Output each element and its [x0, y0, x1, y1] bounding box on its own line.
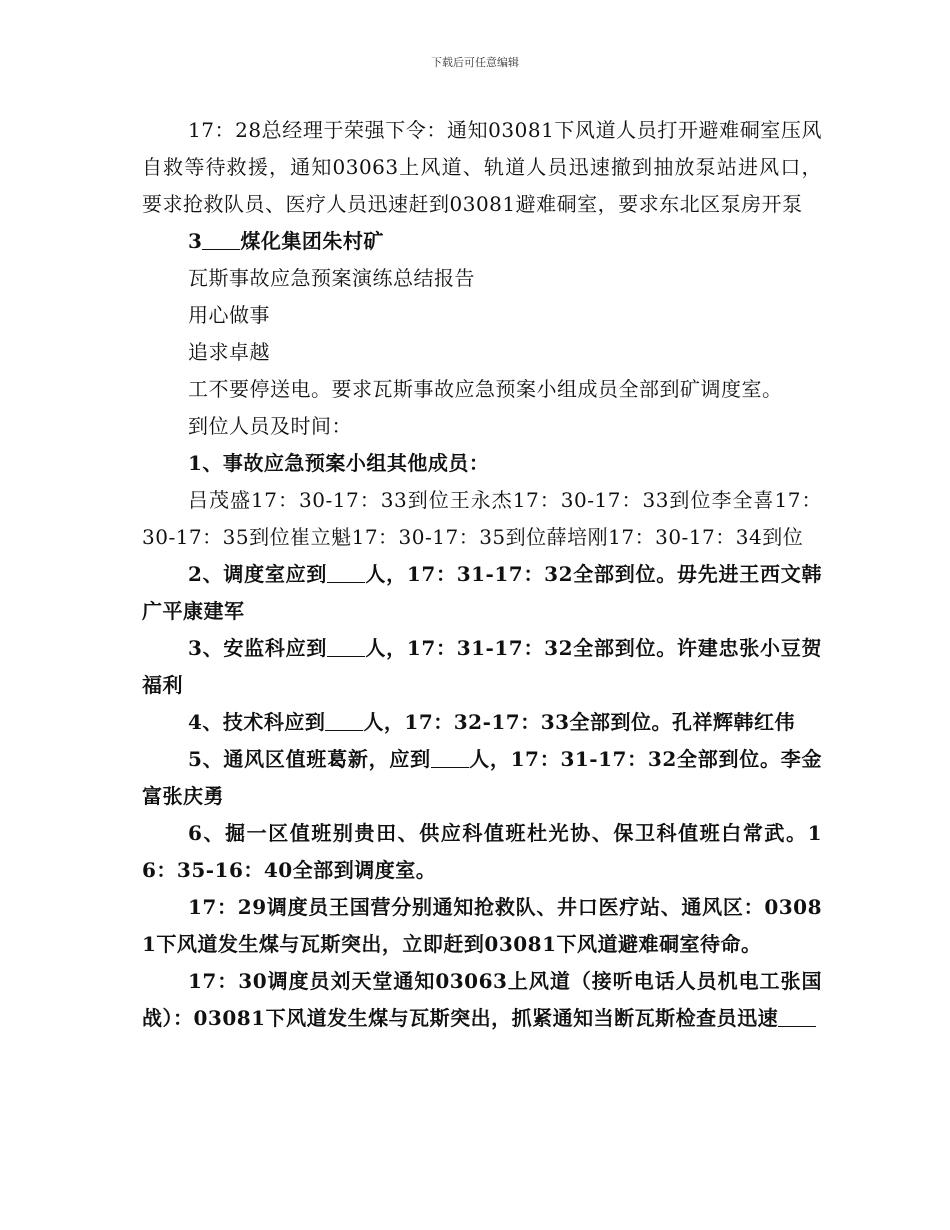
paragraph-item-2: [142, 556, 822, 630]
paragraph-mine-name: [142, 223, 822, 260]
blank-underline: [327, 638, 365, 657]
paragraph-item-1: 1、事故应急预案小组其他成员：: [188, 451, 490, 475]
item-4-text-b: 人，17：32-17：33全部到位。孔祥辉韩红伟: [363, 710, 796, 734]
mine-prefix: 3: [188, 229, 203, 253]
item-5-text-b: 人，17：31-17：32全部到位。李金富张庆勇: [142, 747, 822, 808]
paragraph-report-title: 瓦斯事故应急预案演练总结报告: [188, 266, 475, 290]
mine-name: 煤化集团朱村矿: [240, 229, 384, 253]
blank-underline: [325, 712, 363, 731]
page-header: 下载后可任意编辑: [431, 56, 519, 69]
paragraph-order-17-30: [142, 963, 822, 1037]
item-2-text-a: 2、调度室应到: [188, 562, 328, 586]
paragraph-item-5: [142, 741, 822, 815]
paragraph-member-times: 吕茂盛17：30-17：33到位王永杰17：30-17：33到位李全喜17：30-17：35到位崔立魁17：30-17：35到位薛培刚17：30-17：34到位: [142, 488, 822, 549]
paragraph-item-6: 6、掘一区值班别贵田、供应科值班杜光协、保卫科值班白常武。16：35-16：40全部到调度室。: [142, 821, 822, 882]
blank-underline: [202, 231, 240, 250]
blank-underline: [431, 749, 469, 768]
order-17-30-text: 17：30调度员刘天堂通知03063上风道（接听电话人员机电工张国战）：03081下风道发生煤与瓦斯突出，抓紧通知当断瓦斯检查员迅速: [142, 969, 822, 1030]
paragraph-attendance-heading: 到位人员及时间：: [188, 414, 352, 438]
paragraph-motto-1: 用心做事: [188, 303, 270, 327]
blank-underline: [778, 1008, 816, 1027]
paragraph-order-17-29: 17：29调度员王国营分别通知抢救队、井口医疗站、通风区：03081下风道发生煤与瓦斯突出，立即赶到03081下风道避难硐室待命。: [142, 895, 822, 956]
paragraph-power-instruction: 工不要停送电。要求瓦斯事故应急预案小组成员全部到矿调度室。: [188, 377, 783, 401]
paragraph-motto-2: 追求卓越: [188, 340, 270, 364]
paragraph-order-17-28: 17：28总经理于荣强下令：通知03081下风道人员打开避难硐室压风自救等待救援，通知03063上风道、轨道人员迅速撤到抽放泵站进风口，要求抢救队员、医疗人员迅速赶到03081避难硐室，要求东北区泵房开泵: [142, 118, 822, 216]
blank-underline: [327, 564, 365, 583]
item-3-text-b: 人，17：31-17：32全部到位。许建忠张小豆贺福利: [142, 636, 822, 697]
item-3-text-a: 3、安监科应到: [188, 636, 328, 660]
paragraph-item-4: [142, 704, 822, 741]
item-2-text-b: 人，17：31-17：32全部到位。毋先进王西文韩广平康建军: [142, 562, 822, 623]
paragraph-item-3: [142, 630, 822, 704]
item-4-text-a: 4、技术科应到: [188, 710, 326, 734]
item-5-text-a: 5、通风区值班葛新，应到: [188, 747, 431, 771]
document-body: [142, 112, 822, 1037]
